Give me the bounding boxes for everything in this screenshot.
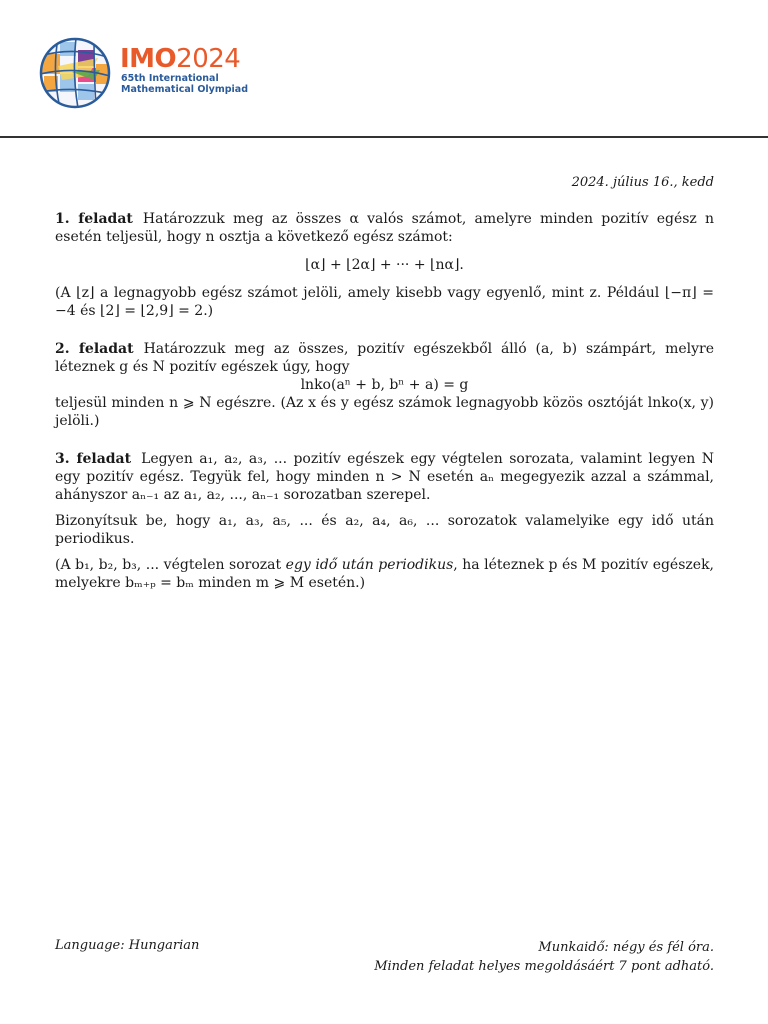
imo-wordmark [120,44,240,74]
header-divider [0,136,768,138]
problem-label: 1. feladat [55,211,133,227]
imo-globe-logo-icon [38,36,112,110]
problem-1 [55,210,714,320]
problem-formula: ⌊α⌋ + ⌊2α⌋ + ··· + ⌊nα⌋. [305,257,464,273]
problem-text: Legyen a₁, a₂, a₃, ... pozitív egészek egy végtelen sorozata, valamint legyen N egy pozitív egész. Tegyük fel, hogy minden n > N esetén aₙ megegyezik azzal a számmal, ahányszor aₙ₋₁ az a₁, a₂, ..., aₙ₋₁ sorozatban szerepel. [55,451,714,503]
note-after: , ha léteznek p és M pozitív egészek, melyekre bₘ₊ₚ = bₘ minden m ⩾ M esetén.) [55,557,715,591]
footer-points: Minden feladat helyes megoldásáért 7 pont adható. [374,959,714,974]
problem-formula: lnko(aⁿ + b, bⁿ + a) = g [300,377,469,393]
imo-text: IMO [120,44,177,74]
problem-3 [55,450,714,592]
problem-note: (A ⌊z⌋ a legnagyobb egész számot jelöli, amely kisebb vagy egyenlő, mint z. Például ⌊−π⌋ = −4 és ⌊2⌋ = ⌊2,9⌋ = 2.) [55,285,714,319]
note-emphasis: egy idő után periodikus [285,557,454,573]
problem-label: 2. feladat [55,341,134,357]
exam-date: 2024. július 16., kedd [571,175,714,190]
footer-language: Language: Hungarian [55,938,200,953]
footer-info [374,938,714,976]
note-before: (A b₁, b₂, b₃, ... végtelen sorozat [55,557,286,573]
page-header [0,0,768,137]
problem-note [55,556,714,592]
imo-subtitle [121,73,248,95]
problem-label: 3. feladat [55,451,132,467]
imo-year: 2024 [176,44,241,74]
problem-list [55,210,714,592]
imo-subtitle-line2: Mathematical Olympiad [121,84,249,95]
problem-text: Határozzuk meg az összes α valós számot, amelyre minden pozitív egész n esetén teljesül, hogy n osztja a következő egész számot: [55,211,714,245]
footer-time: Munkaidő: négy és fél óra. [538,940,714,955]
problem-claim: Bizonyítsuk be, hogy a₁, a₃, a₅, ... és a₂, a₄, a₆, ... sorozatok valamelyike egy idő után periodikus. [55,513,714,547]
problem-2 [55,340,714,430]
problem-text: Határozzuk meg az összes, pozitív egészekből álló (a, b) számpárt, melyre léteznek g és N pozitív egészek úgy, hogy [55,341,715,375]
problem-note: teljesül minden n ⩾ N egészre. (Az x és y egész számok legnagyobb közös osztóját lnko(x, y) jelöli.) [55,395,714,429]
imo-subtitle-line1: 65th International [121,73,219,84]
